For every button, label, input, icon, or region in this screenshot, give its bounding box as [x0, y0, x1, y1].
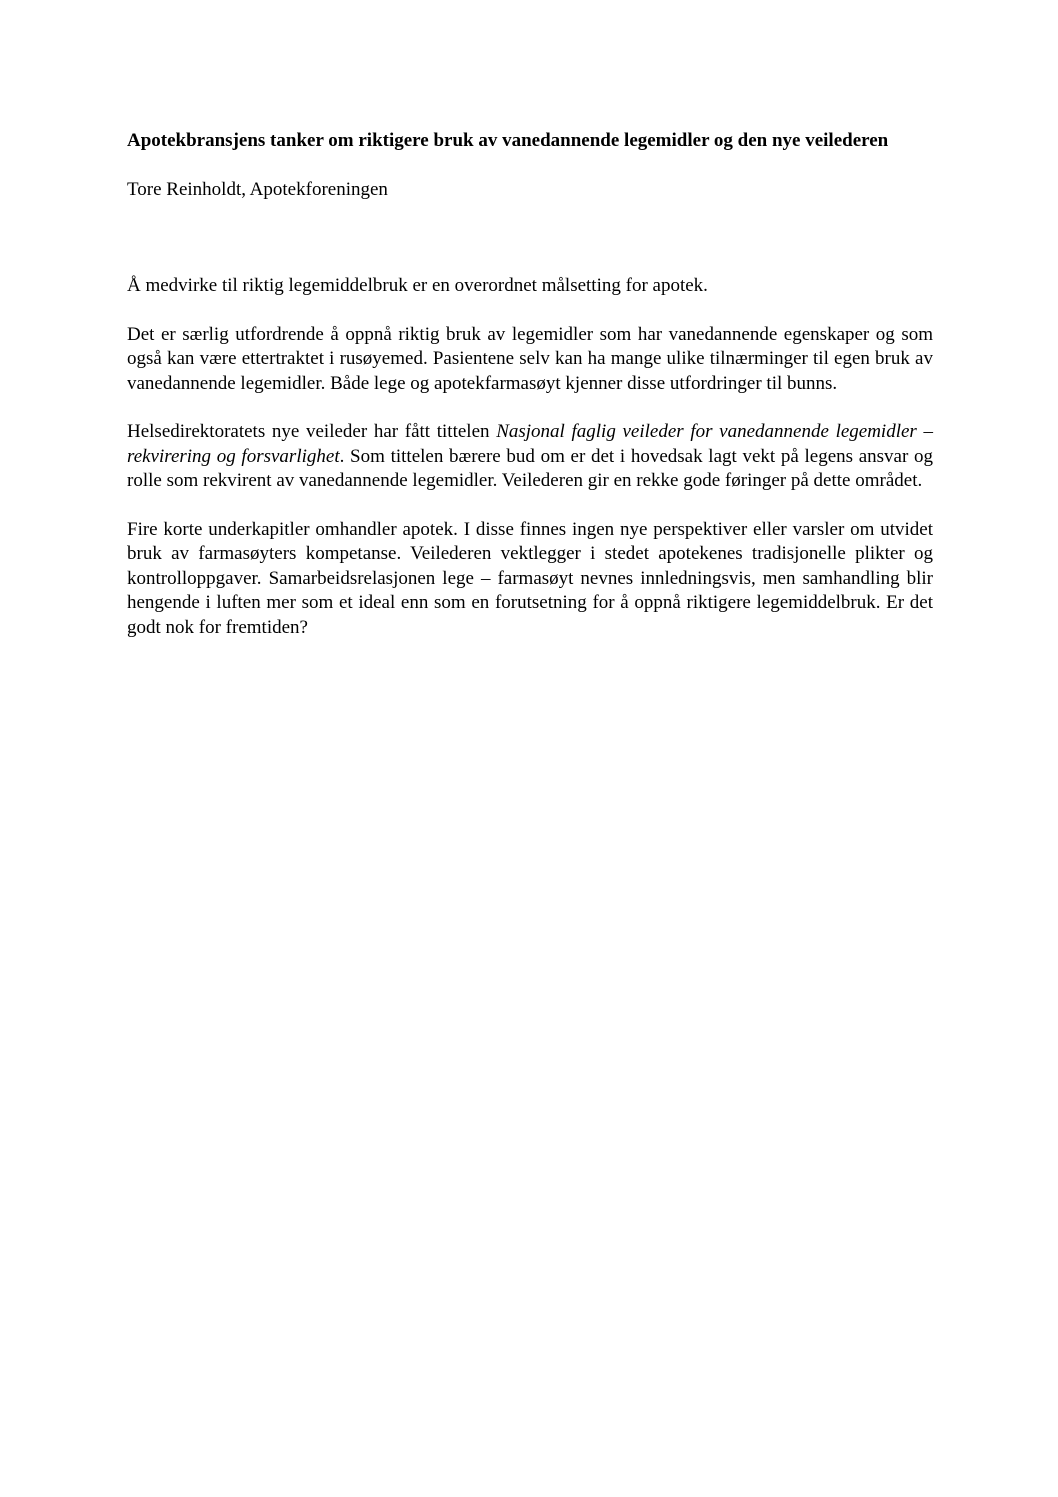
paragraph-4: Fire korte underkapitler omhandler apotek. I disse finnes ingen nye perspektiver eller varsler om utvidet bruk av farmasøyters kompetanse. Veilederen vektlegger i stedet apotekenes tradisjonelle plikter og kontrolloppgaver. Samarbeidsrelasjonen lege – farmasøyt nevnes innledningsvis, men samhandling blir hengende i luften mer som et ideal enn som en forutsetning for å oppnå riktigere legemiddelbruk. Er det godt nok for fremtiden?: [127, 518, 933, 638]
document-author: Tore Reinholdt, Apotekforeningen: [127, 179, 388, 200]
document-body: [127, 128, 933, 640]
paragraph-3-rest: . Som tittelen bærere bud om er det i hovedsak lagt vekt på legens ansvar og rolle som rekvirent av vanedannende legemidler. Veilederen gir en rekke gode føringer på dette området.: [127, 445, 933, 491]
document-title: Apotekbransjens tanker om riktigere bruk av vanedannende legemidler og den nye veilederen: [127, 130, 889, 151]
guideline-title-italic: Nasjonal faglig veileder for vanedannende legemidler – rekvirering og forsvarlighet: [127, 421, 933, 467]
paragraph-1: Å medvirke til riktig legemiddelbruk er en overordnet målsetting for apotek.: [127, 275, 708, 296]
paragraph-3: [127, 420, 933, 494]
paragraph-2: Det er særlig utfordrende å oppnå riktig bruk av legemidler som har vanedannende egenskaper og som også kan være ettertraktet i rusøyemed. Pasientene selv kan ha mange ulike tilnærminger til egen bruk av vanedannende legemidler. Både lege og apotekfarmasøyt kjenner disse utfordringer til bunns.: [127, 323, 933, 394]
paragraph-3-intro: Helsedirektoratets nye veileder har fått tittelen: [127, 421, 497, 442]
